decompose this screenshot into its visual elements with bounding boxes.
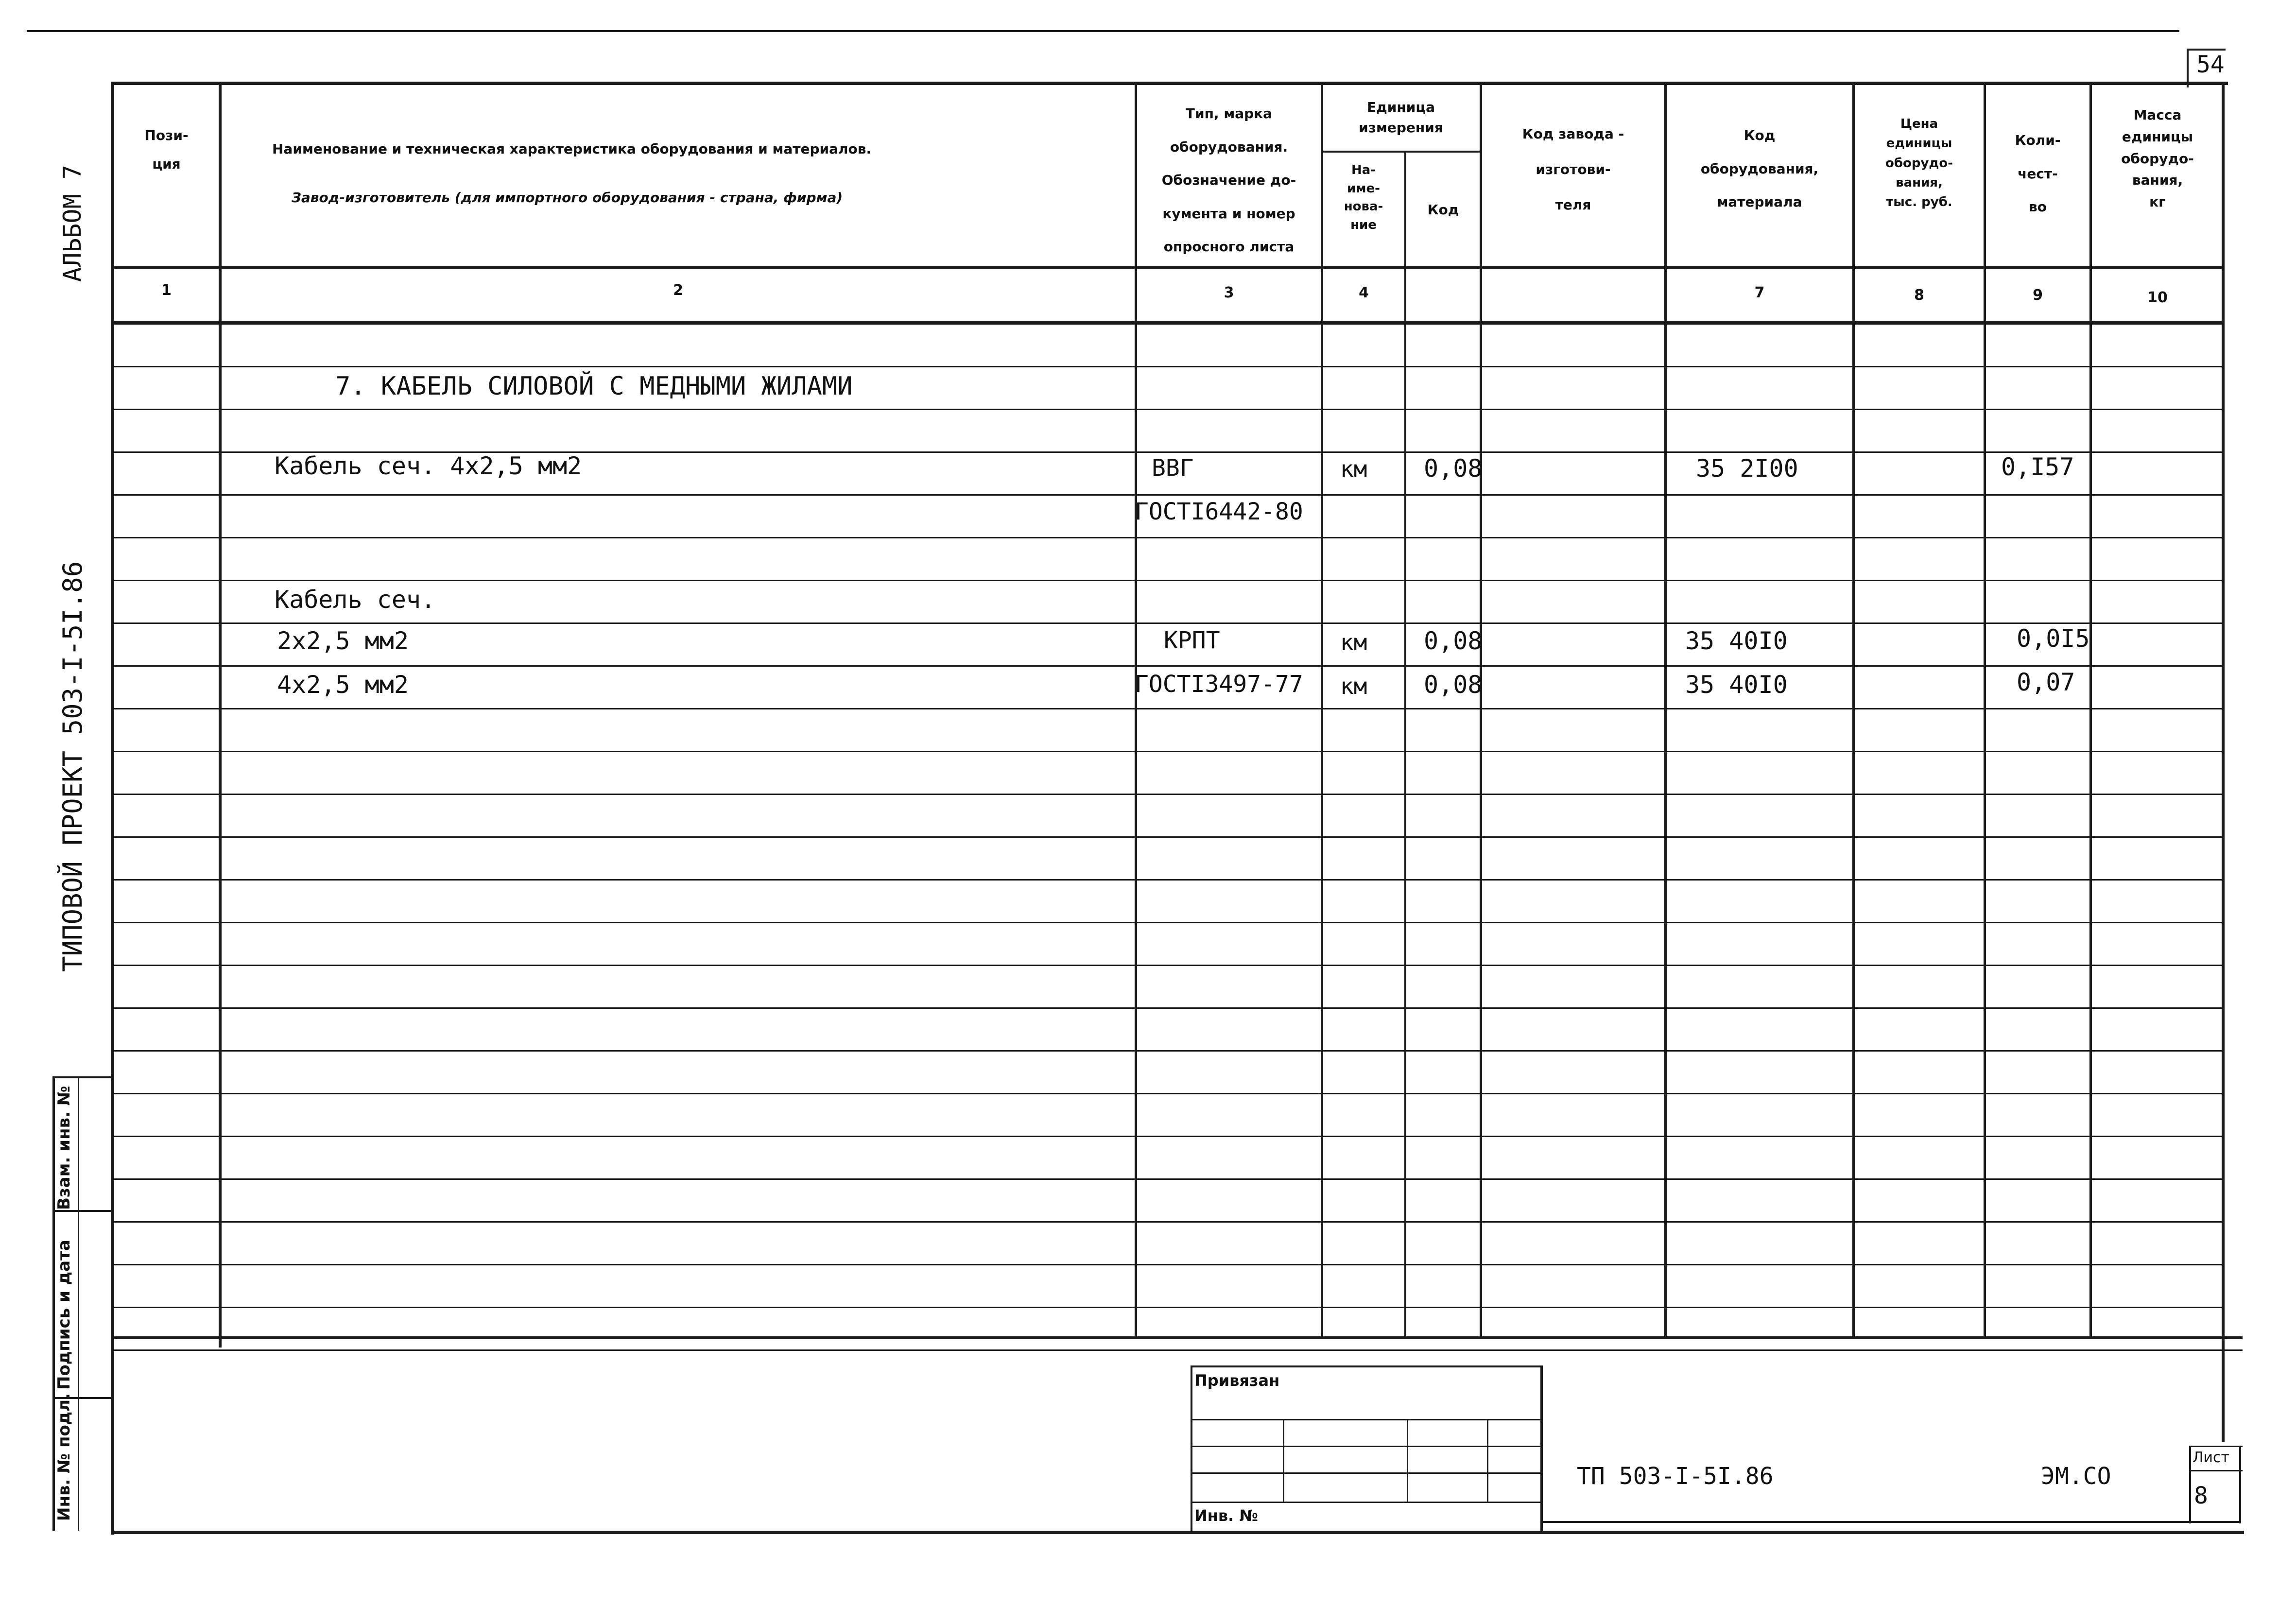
doc-code: ТП 503-I-5I.86 (1577, 1463, 1774, 1490)
row1-name: Кабель сеч. 4х2,5 мм2 (275, 452, 582, 480)
row2-type: ГОСТI6442-80 (1135, 498, 1303, 525)
stamp-rule4 (1191, 1502, 1543, 1503)
top-stray-line (27, 30, 2179, 32)
stamp-top (1191, 1365, 1543, 1367)
sheet-label: Лист (2192, 1449, 2230, 1466)
row-rule (112, 879, 2223, 881)
header-unit-group: Единица измерения (1359, 99, 1443, 136)
header-unit-name: На- име- нова- ние (1344, 163, 1383, 233)
row-rule (112, 1093, 2223, 1094)
colnum-9: 9 (2033, 287, 2043, 304)
header-name-line2: Завод-изготовитель (для импортного оборудования - страна, фирма) (292, 190, 843, 206)
row4-name: 2х2,5 мм2 (277, 627, 409, 655)
colnum-10: 10 (2147, 289, 2168, 306)
colnum-2: 2 (673, 282, 683, 299)
row-rule (112, 751, 2223, 752)
row-rule (112, 1307, 2223, 1308)
row5-name: 4х2,5 мм2 (277, 671, 409, 699)
row-rule (112, 1221, 2223, 1223)
album-label: АЛЬБОМ 7 (58, 165, 86, 282)
colnum-8: 8 (1914, 287, 1924, 304)
row-rule (112, 323, 2223, 325)
header-equip-code: Код оборудования, материала (1700, 127, 1819, 210)
corner-sheet-number: 54 (2196, 51, 2225, 78)
col-line-8 (1984, 82, 1986, 1338)
table-bottom-rule (112, 1336, 2243, 1339)
row-rule (112, 836, 2223, 838)
row1-unit: км (1340, 456, 1367, 482)
row1-unit-code: 0,08 (1424, 454, 1483, 483)
header-price: Цена единицы оборудо- вания, тыс. руб. (1885, 117, 1953, 210)
frame-left (111, 82, 114, 1535)
sheet-box-mid (2189, 1470, 2243, 1471)
col-line-4 (1404, 151, 1406, 1338)
header-qty: Коли- чест- во (2015, 132, 2061, 215)
header-name-line1: Наименование и техническая характеристика оборудования и материалов. (272, 141, 872, 157)
row1-code: 35 2I00 (1696, 454, 1798, 483)
row-rule (112, 537, 2223, 538)
project-label: ТИПОВОЙ ПРОЕКТ 503-I-5I.86 (57, 561, 88, 972)
stamp-rule1 (1191, 1419, 1543, 1420)
inv-podl-label: Инв. № подл. (54, 1393, 74, 1521)
stamp-div2 (1407, 1419, 1408, 1502)
row-rule (112, 580, 2223, 581)
privyazan-label: Привязан (1194, 1371, 1280, 1390)
row4-code: 35 40I0 (1685, 627, 1788, 655)
row1-qty: 0,I57 (2001, 453, 2074, 481)
row-rule (112, 409, 2223, 410)
row-rule (112, 622, 2223, 624)
row4-unit-code: 0,08 (1424, 627, 1483, 655)
row5-code: 35 40I0 (1685, 671, 1788, 699)
stamp-div3 (1487, 1419, 1488, 1502)
stamp-right (1540, 1365, 1543, 1531)
header-mass: Масса единицы оборудо- вания, кг (2121, 107, 2194, 210)
row5-unit: км (1340, 673, 1367, 699)
corner-box-left (2187, 49, 2189, 87)
row3-name: Кабель сеч. (275, 586, 436, 614)
sheet-box-right (2239, 1446, 2241, 1523)
header-type: Тип, марка оборудования. Обозначение до- кумента и номер опросного листа (1161, 105, 1296, 255)
row-rule (112, 1007, 2223, 1009)
inv-no-label: Инв. № (1194, 1506, 1258, 1525)
row-rule (112, 1349, 2243, 1351)
row5-qty: 0,07 (2017, 668, 2075, 696)
stamp-rule2 (1191, 1446, 1543, 1447)
colnum-7: 7 (1754, 284, 1765, 301)
colnum-3: 3 (1224, 284, 1234, 301)
col-line-5 (1480, 82, 1482, 1338)
unit-group-rule (1321, 151, 1482, 153)
row-rule (112, 708, 2223, 709)
frame-bottom (111, 1531, 2244, 1534)
col-line-9 (2089, 82, 2092, 1338)
strip-inner (78, 1076, 79, 1531)
section-title: 7. КАБЕЛЬ СИЛОВОЙ С МЕДНЫМИ ЖИЛАМИ (335, 372, 853, 401)
sheet-box-left (2189, 1446, 2191, 1523)
corner-box-top (2187, 49, 2226, 51)
sheet-number: 8 (2194, 1482, 2208, 1509)
row-rule (112, 366, 2223, 367)
row-rule (112, 922, 2223, 923)
strip-div2 (52, 1210, 113, 1212)
row4-type: КРПТ (1164, 627, 1220, 654)
vzam-label: Взам. инв. № (54, 1086, 74, 1210)
row5-type: ГОСТI3497-77 (1135, 671, 1303, 698)
header-unit-code: Код (1427, 202, 1459, 218)
strip-div1 (52, 1076, 113, 1078)
col-line-6 (1664, 82, 1667, 1338)
stamp-left (1191, 1365, 1192, 1531)
colnum-4: 4 (1359, 284, 1369, 301)
row-rule (112, 1178, 2223, 1180)
sheet-box-top (2189, 1446, 2243, 1447)
col-line-2 (1135, 82, 1137, 1338)
frame-right (2222, 82, 2225, 1442)
col-line-1 (219, 82, 222, 1348)
row-rule (112, 1136, 2223, 1137)
col-line-7 (1852, 82, 1855, 1338)
header-position: Пози- ция (144, 127, 189, 172)
stamp-div1 (1283, 1419, 1284, 1502)
row-rule (112, 1050, 2223, 1052)
colnum-1: 1 (161, 282, 172, 299)
row-rule (112, 794, 2223, 795)
row4-qty: 0,0I5 (2017, 624, 2090, 653)
header-bottom-rule (112, 266, 2223, 269)
doc-code-rule (1540, 1521, 2240, 1523)
stamp-rule3 (1191, 1472, 1543, 1474)
podpis-label: Подпись и дата (54, 1240, 74, 1390)
row1-type: ВВГ (1152, 454, 1194, 482)
doc-mark: ЭМ.СО (2041, 1463, 2111, 1490)
row5-unit-code: 0,08 (1424, 671, 1483, 699)
frame-top (112, 82, 2228, 85)
row-rule (112, 494, 2223, 496)
row-rule (112, 965, 2223, 966)
col-line-3 (1321, 82, 1323, 1338)
row4-unit: км (1340, 629, 1367, 656)
header-maker-code: Код завода - изготови- теля (1522, 126, 1624, 213)
row-rule (112, 665, 2223, 667)
row-rule (112, 1264, 2223, 1265)
